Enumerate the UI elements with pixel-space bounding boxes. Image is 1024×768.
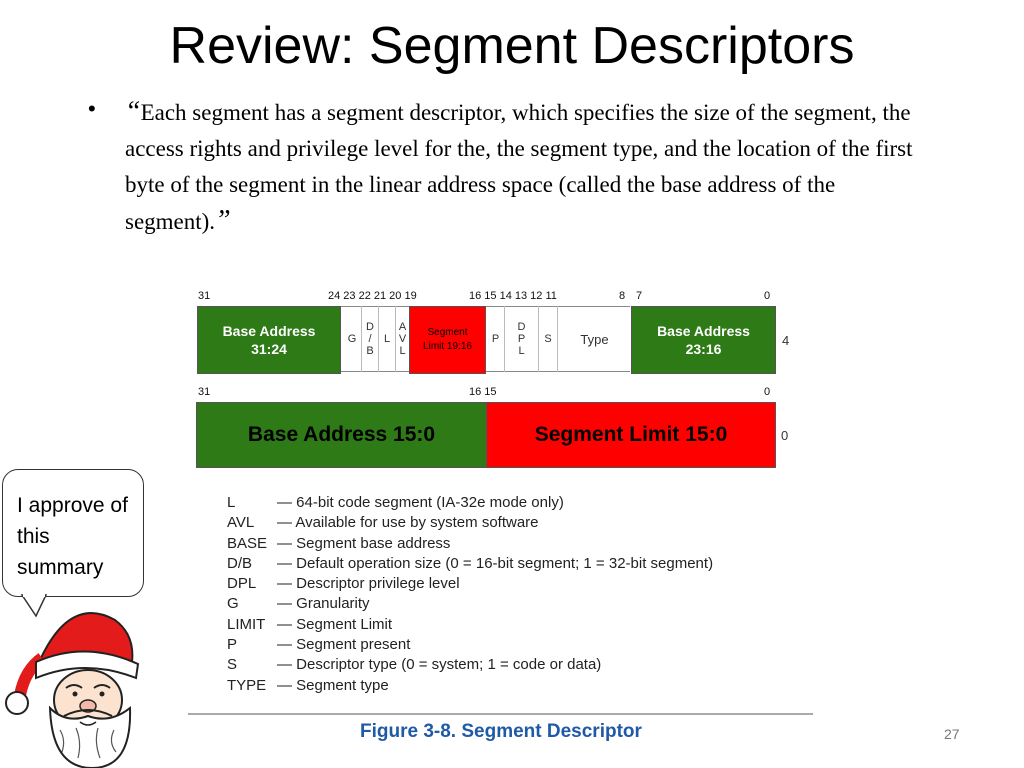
- legend-key: G: [227, 595, 239, 613]
- db-bit: [361, 306, 378, 372]
- santa-icon: [0, 600, 170, 768]
- legend-row: [227, 676, 713, 696]
- legend-desc: — Segment type: [277, 676, 389, 694]
- legend-desc: — Segment base address: [277, 534, 451, 552]
- legend-row: [227, 655, 713, 675]
- legend-key: LIMIT: [227, 615, 266, 633]
- dpl-p: P: [517, 333, 526, 345]
- dpl-d: D: [517, 321, 526, 333]
- upper-bit-ticks: [196, 290, 786, 304]
- segment-limit-19-16: Segment Limit 19:16: [409, 306, 486, 374]
- bullet-body: Each segment has a segment descriptor, which specifies the size of the segment, the access rights and privilege level for the, the segment type, and the location of the first byte of the segment in the linear address space (called the base address of the segment).: [125, 100, 913, 234]
- tick-0: 0: [764, 290, 771, 302]
- open-quote: “: [125, 96, 141, 127]
- page-number: 27: [944, 726, 960, 742]
- bullet-text: [125, 94, 925, 240]
- legend-row: [227, 635, 713, 655]
- avl-l: L: [399, 345, 406, 357]
- caption-rule: [188, 713, 813, 715]
- legend-desc: — Segment Limit: [277, 615, 393, 633]
- db-b: B: [366, 345, 374, 357]
- legend-row: [227, 574, 713, 594]
- base-address-23-16: Base Address 23:16: [631, 306, 776, 374]
- db-slash: /: [368, 333, 372, 345]
- segment-limit-15-0: Segment Limit 15:0: [486, 402, 776, 468]
- legend-key: TYPE: [227, 676, 267, 694]
- legend: [227, 493, 713, 696]
- tick-7: 7: [636, 290, 643, 302]
- s-bit: S: [538, 306, 557, 372]
- l-bit: L: [378, 306, 395, 372]
- legend-row: [227, 493, 713, 513]
- legend-desc: — Segment present: [277, 636, 411, 654]
- tick-24-19: 24 23 22 21 20 19: [328, 290, 417, 302]
- legend-desc: — Granularity: [277, 595, 370, 613]
- legend-key: L: [227, 494, 236, 511]
- close-quote: ”: [215, 205, 231, 236]
- lower-bit-ticks: [196, 386, 786, 400]
- legend-key: P: [227, 636, 238, 654]
- avl-bit: [395, 306, 409, 372]
- legend-key: DPL: [227, 575, 257, 593]
- legend-key: D/B: [227, 554, 253, 572]
- upper-row-offset: 4: [782, 333, 790, 348]
- g-bit: G: [347, 333, 357, 345]
- slide-title: Review: Segment Descriptors: [169, 17, 855, 75]
- lower-row-offset: 0: [781, 428, 789, 443]
- tick-8: 8: [619, 290, 626, 302]
- base-address-31-24: Base Address 31:24: [197, 306, 341, 374]
- legend-desc: — Descriptor privilege level: [277, 575, 460, 593]
- tick-31: 31: [198, 290, 211, 302]
- bullet-dot: •: [88, 96, 96, 121]
- avl-a: A: [398, 321, 407, 333]
- dpl-bits: [504, 306, 538, 372]
- legend-key: BASE: [227, 534, 268, 552]
- p-bit: P: [491, 333, 500, 345]
- base-address-15-0: Base Address 15:0: [196, 402, 487, 468]
- tick-low-0: 0: [764, 386, 771, 398]
- legend-desc: — Available for use by system software: [277, 514, 539, 532]
- dpl-l: L: [518, 345, 525, 357]
- legend-key: AVL: [227, 514, 255, 532]
- legend-row: [227, 513, 713, 533]
- figure-caption: Figure 3-8. Segment Descriptor: [360, 721, 642, 742]
- tick-low-16-15: 16 15: [469, 386, 497, 398]
- tick-16-11: 16 15 14 13 12 11: [469, 290, 557, 302]
- legend-key: S: [227, 656, 238, 674]
- legend-row: [227, 615, 713, 635]
- tick-low-31: 31: [198, 386, 211, 398]
- db-d: D: [366, 321, 374, 333]
- type-bits: Type: [557, 306, 631, 372]
- speech-bubble-text: I approve of this summary: [17, 494, 128, 579]
- legend-row: [227, 594, 713, 614]
- legend-row: [227, 554, 713, 574]
- legend-desc: — Descriptor type (0 = system; 1 = code or data): [277, 656, 602, 674]
- speech-bubble: [2, 469, 144, 597]
- legend-desc: — 64-bit code segment (IA-32e mode only): [277, 494, 564, 511]
- legend-desc: — Default operation size (0 = 16-bit segment; 1 = 32-bit segment): [277, 554, 714, 572]
- legend-row: [227, 534, 713, 554]
- avl-v: V: [398, 333, 407, 345]
